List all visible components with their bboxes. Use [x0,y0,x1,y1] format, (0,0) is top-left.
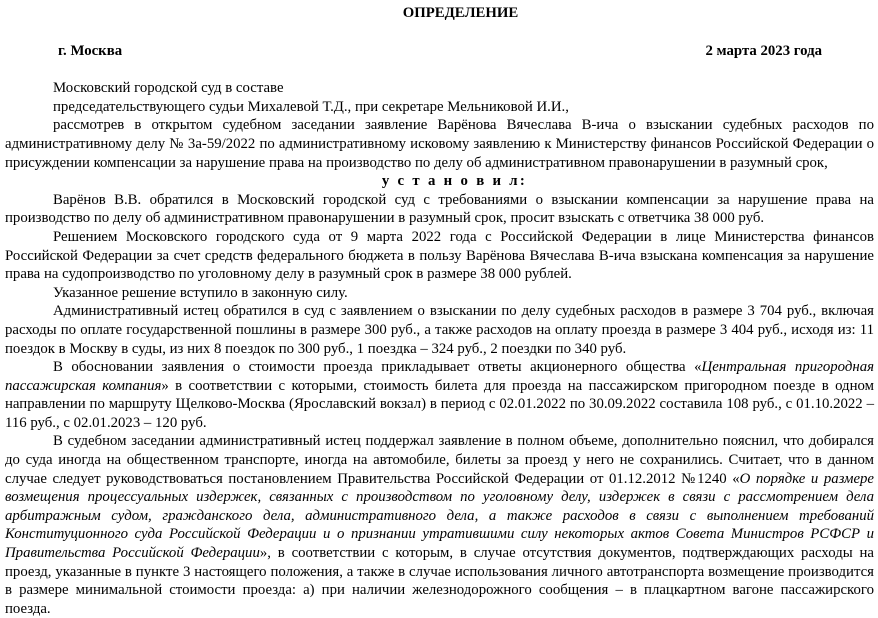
place: г. Москва [58,42,123,59]
paragraph-3: Указанное решение вступило в законную силу. [53,284,348,301]
paragraph-6 [5,432,874,618]
resolution-title: О порядке и размере возмещения процессуальных издержек, связанных с производством по уголовному делу, издержек в связи с рассмотрением дела арбитражным судом, гражданского дела, административного дела, а также расходов в связи с выполнением требований Конституционного суда Российской Федерации и о признании утратившими силу некоторых актов Совета Министров РСФСР и Правительства Российской Федерации [5,470,874,562]
paragraph-1: Варёнов В.В. обратился в Московский городской суд с требованиями о взыскании компенсации за нарушение права на производство по делу об административном правонарушении в разумный срок, просит взыскать с ответчика 38 000 руб. [5,191,874,227]
intro-line-1: Московский городской суд в составе [53,80,284,97]
paragraph-2: Решением Московского городского суда от 9 марта 2022 года с Российской Федерации в лице Министерства финансов Российской Федерации за счет средств федерального бюджета в пользу Варёнова Вячеслава В-ича взыскана компенсация за нарушение права на судопроизводство по уголовному делу в разумный срок в размере 38 000 рублей. [5,228,874,283]
paragraph-5 [5,358,874,432]
place-date-row [5,42,874,61]
paragraph-5-lead: В обосновании заявления о стоимости проезда прикладывает ответы акционерного общества « [53,359,702,376]
date: 2 марта 2023 года [705,42,822,59]
paragraph-6-rest: », в соответствии с которым, в случае отсутствия документов, подтверждающих расходы на проезд, указанные в пункте 3 настоящего положения, а также в случае использования личного автотранспорта возмещение производится в размере минимальной стоимости проезда: а) при наличии железнодорожного сообщения – в плацкартном вагоне пассажирского поезда. [5,545,874,617]
paragraph-6-lead: В судебном заседании административный истец поддержал заявление в полном объеме, дополнительно пояснил, что добирался до суда иногда на общественном транспорте, иногда на автомобиле, билеты за проезд у него не сохранились. Считает, что в данном случае следует руководствоваться постановлением Правительства Российской Федерации от 01.12.2012 №1240 « [5,433,874,487]
paragraph-5-rest: » в соответствии с которыми, стоимость билета для проезда на пассажирском пригородном поезде в одном направлении по маршруту Щелково-Москва (Ярославский вокзал) в период с 02.01.2022 по 30.09.2022 составила 108 руб., с 01.10.2022 – 116 руб., с 02.01.2023 – 120 руб. [5,377,874,431]
section-heading: у с т а н о в и л: [381,173,528,190]
paragraph-4: Административный истец обратился в суд с заявлением о взыскании по делу судебных расходов в размере 3 704 руб., включая расходы по оплате государственной пошлины в размере 300 руб., а также расходов на оплату проезда в размере 3 404 руб., исходя из: 11 поездок в Москву в суды, из них 8 поездок по 300 руб., 1 поездка – 324 руб., 2 поездки по 340 руб. [5,303,874,357]
intro-line-3: рассмотрев в открытом судебном заседании заявление Варёнова Вячеслава В-ича о взыскании судебных расходов по административному делу № 3а-59/2022 по административному исковому заявлению к Министерству финансов Российской Федерации о присуждении компенсации за нарушение права на производство по делу об административном правонарушении в разумный срок, [5,117,874,171]
document-title: ОПРЕДЕЛЕНИЕ [402,5,519,21]
intro-line-2: председательствующего судьи Михалевой Т.Д., при секретаре Мельниковой И.И., [53,98,569,115]
company-name: Центральная пригородная пассажирская компания [5,359,874,394]
